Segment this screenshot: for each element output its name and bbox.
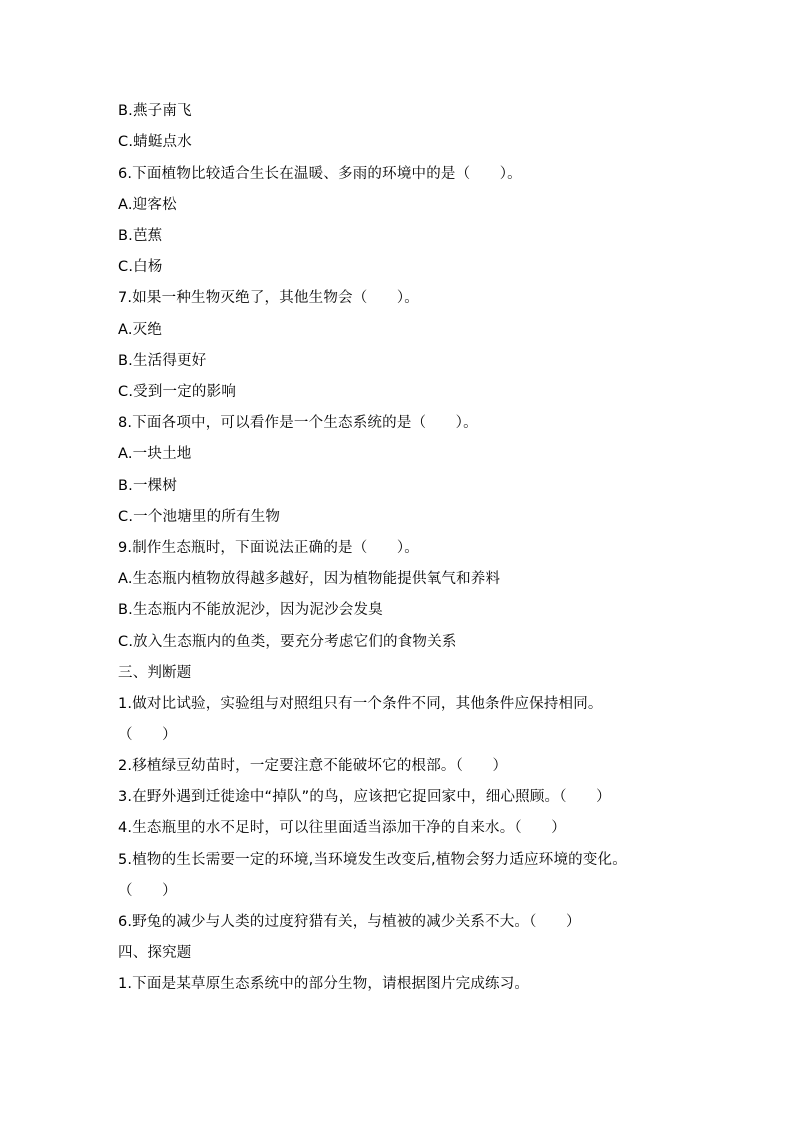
tf5-statement: 5.植物的生长需要一定的环境,当环境发生改变后,植物会努力适应环境的变化。 (118, 852, 627, 868)
q9-option-b: B.生态瓶内不能放泥沙，因为泥沙会发臭 (118, 602, 383, 618)
q7-option-b: B.生活得更好 (118, 353, 207, 369)
tf5-blank: （ ） (118, 883, 177, 899)
tf2-statement: 2.移植绿豆幼苗时，一定要注意不能破坏它的根部。（ ） (118, 758, 508, 774)
tf3-statement: 3.在野外遇到迁徙途中“掉队”的鸟，应该把它捉回家中，细心照顾。（ ） (118, 789, 611, 805)
inquiry1-prompt: 1.下面是某草原生态系统中的部分生物，请根据图片完成练习。 (118, 976, 530, 992)
tf1-statement: 1.做对比试验，实验组与对照组只有一个条件不同，其他条件应保持相同。 (118, 696, 603, 712)
q8-option-b: B.一棵树 (118, 478, 178, 494)
q5-option-b: B.燕子南飞 (118, 103, 192, 119)
q8-question: 8.下面各项中，可以看作是一个生态系统的是（ ）。 (118, 415, 478, 431)
q7-option-a: A.灭绝 (118, 322, 163, 338)
q9-question: 9.制作生态瓶时，下面说法正确的是（ ）。 (118, 540, 419, 556)
q5-option-c: C.蜻蜓点水 (118, 134, 192, 150)
tf1-blank: （ ） (118, 727, 177, 743)
q6-option-b: B.芭蕉 (118, 228, 163, 244)
section-3-heading: 三、判断题 (118, 665, 192, 681)
section-4-heading: 四、探究题 (118, 945, 192, 961)
q9-option-c: C.放入生态瓶内的鱼类，要充分考虑它们的食物关系 (118, 634, 457, 650)
tf6-statement: 6.野兔的减少与人类的过度狩猎有关，与植被的减少关系不大。（ ） (118, 914, 581, 930)
q8-option-c: C.一个池塘里的所有生物 (118, 509, 281, 525)
q9-option-a: A.生态瓶内植物放得越多越好，因为植物能提供氧气和养料 (118, 571, 501, 587)
tf4-statement: 4.生态瓶里的水不足时，可以往里面适当添加干净的自来水。（ ） (118, 820, 566, 836)
q6-option-c: C.白杨 (118, 259, 163, 275)
q7-question: 7.如果一种生物灭绝了，其他生物会（ ）。 (118, 290, 419, 306)
q7-option-c: C.受到一定的影响 (118, 384, 237, 400)
q8-option-a: A.一块土地 (118, 446, 192, 462)
q6-option-a: A.迎客松 (118, 197, 177, 213)
q6-question: 6.下面植物比较适合生长在温暖、多雨的环境中的是（ ）。 (118, 166, 522, 182)
